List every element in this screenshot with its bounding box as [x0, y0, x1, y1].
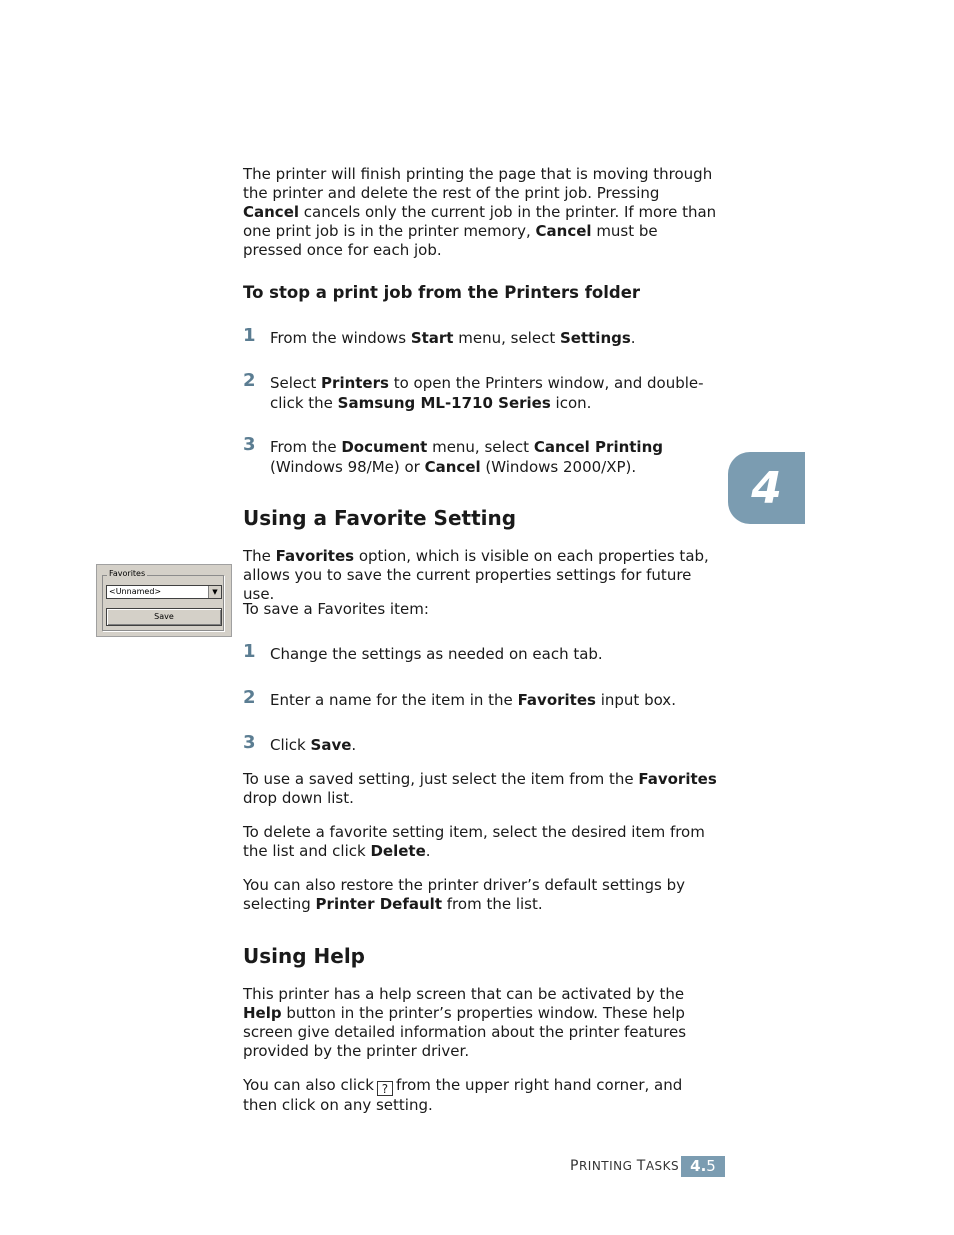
help-click-paragraph: You can also click ? from the upper right hand corner, and then click on any setting. — [243, 1076, 683, 1114]
stop-step-3: 3 From the Document menu, select Cancel Printing (Windows 98/Me) or Cancel (Windows 2000/XP). — [243, 434, 663, 476]
favorite-intro: The Favorites option, which is visible on each properties tab, allows you to save the current properties settings for future use. — [243, 547, 709, 603]
favorites-save-button[interactable]: Save — [106, 608, 222, 626]
stop-job-heading: To stop a print job from the Printers folder — [243, 283, 641, 302]
favorite-step-3: 3 Click Save. — [243, 732, 357, 754]
favorite-restore-paragraph: You can also restore the printer driver’s default settings by selecting Printer Default from the list. — [243, 876, 686, 913]
favorite-delete-paragraph: To delete a favorite setting item, select the desired item from the list and click Delete. — [243, 823, 705, 860]
help-heading: Using Help — [243, 944, 365, 968]
step-number: 1 — [243, 325, 256, 346]
favorite-step-2: 2 Enter a name for the item in the Favorites input box. — [243, 687, 676, 709]
chapter-tab — [728, 452, 805, 524]
favorites-selected-value: <Unnamed> — [109, 587, 162, 596]
help-question-icon: ? — [377, 1081, 393, 1096]
step-number: 2 — [243, 687, 256, 708]
favorite-save-intro: To save a Favorites item: — [243, 600, 429, 618]
favorites-legend: Favorites — [109, 569, 146, 578]
stop-step-2: 2 Select Printers to open the Printers window, and double-click the Samsung ML-1710 Series icon. — [243, 370, 704, 412]
favorites-dropdown[interactable] — [106, 585, 222, 599]
intro-paragraph: The printer will finish printing the page that is moving through the printer and delete the rest of the print job. Pressing Cancel cancels only the current job in the printer. If more than one print job is in the printer memory, Cancel must be pressed once for each job. — [243, 165, 717, 259]
chapter-number: 4 — [751, 462, 782, 514]
page-number: 4.5 — [681, 1156, 725, 1177]
favorite-use-paragraph: To use a saved setting, just select the item from the Favorites drop down list. — [243, 770, 717, 807]
favorites-widget-screenshot — [96, 564, 232, 637]
help-paragraph: This printer has a help screen that can be activated by the Help button in the printer’s properties window. These help screen give detailed information about the printer features provided by the printer driver. — [243, 985, 687, 1060]
favorite-step-1: 1 Change the settings as needed on each tab. — [243, 641, 603, 663]
step-number: 1 — [243, 641, 256, 662]
step-number: 3 — [243, 434, 256, 455]
favorite-heading: Using a Favorite Setting — [243, 506, 517, 530]
chevron-down-icon[interactable]: ▼ — [208, 586, 221, 598]
stop-step-1: 1 From the windows Start menu, select Settings. — [243, 325, 636, 347]
step-number: 2 — [243, 370, 256, 391]
step-number: 3 — [243, 732, 256, 753]
footer-section-label: PRINTING TASKS — [570, 1158, 680, 1174]
